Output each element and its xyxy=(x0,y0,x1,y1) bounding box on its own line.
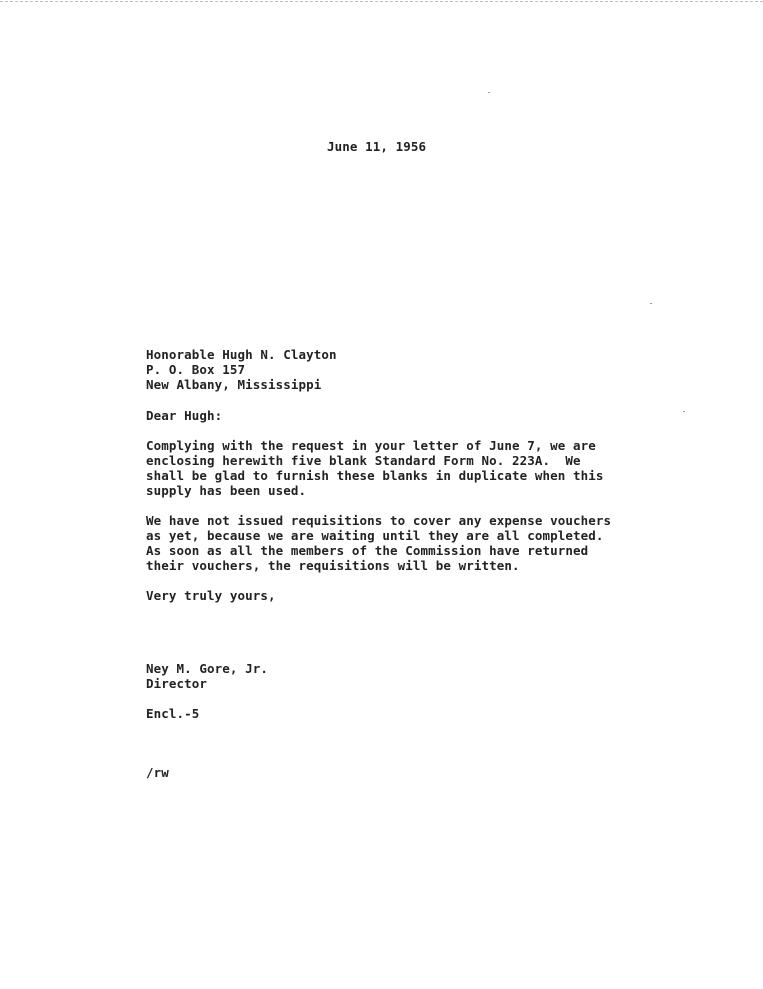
paper-speck xyxy=(683,411,685,412)
enclosure-note: Encl.-5 xyxy=(146,706,200,721)
paper-speck xyxy=(488,92,490,93)
salutation: Dear Hugh: xyxy=(146,408,223,423)
page-top-border xyxy=(0,1,763,2)
closing: Very truly yours, xyxy=(146,588,276,603)
paper-speck xyxy=(650,303,652,304)
paragraph1-line: supply has been used. xyxy=(146,483,307,498)
paragraph2-line: their vouchers, the requisitions will be written. xyxy=(146,558,520,573)
paragraph2-line: We have not issued requisitions to cover any expense vouchers xyxy=(146,513,612,528)
paragraph2-line: As soon as all the members of the Commission have returned xyxy=(146,543,589,558)
paragraph1-line: shall be glad to furnish these blanks in duplicate when this xyxy=(146,468,604,483)
signer-title: Director xyxy=(146,676,208,691)
paragraph2-line: as yet, because we are waiting until they are all completed. xyxy=(146,528,604,543)
recipient-address-line2: New Albany, Mississippi xyxy=(146,377,322,392)
signer-name: Ney M. Gore, Jr. xyxy=(146,661,269,676)
letter-date: June 11, 1956 xyxy=(327,139,427,154)
paragraph1-line: enclosing herewith five blank Standard Form No. 223A. We xyxy=(146,453,581,468)
recipient-address-line1: P. O. Box 157 xyxy=(146,362,246,377)
recipient-name: Honorable Hugh N. Clayton xyxy=(146,347,337,362)
reference-initials: /rw xyxy=(146,765,169,780)
paragraph1-line: Complying with the request in your letter of June 7, we are xyxy=(146,438,596,453)
